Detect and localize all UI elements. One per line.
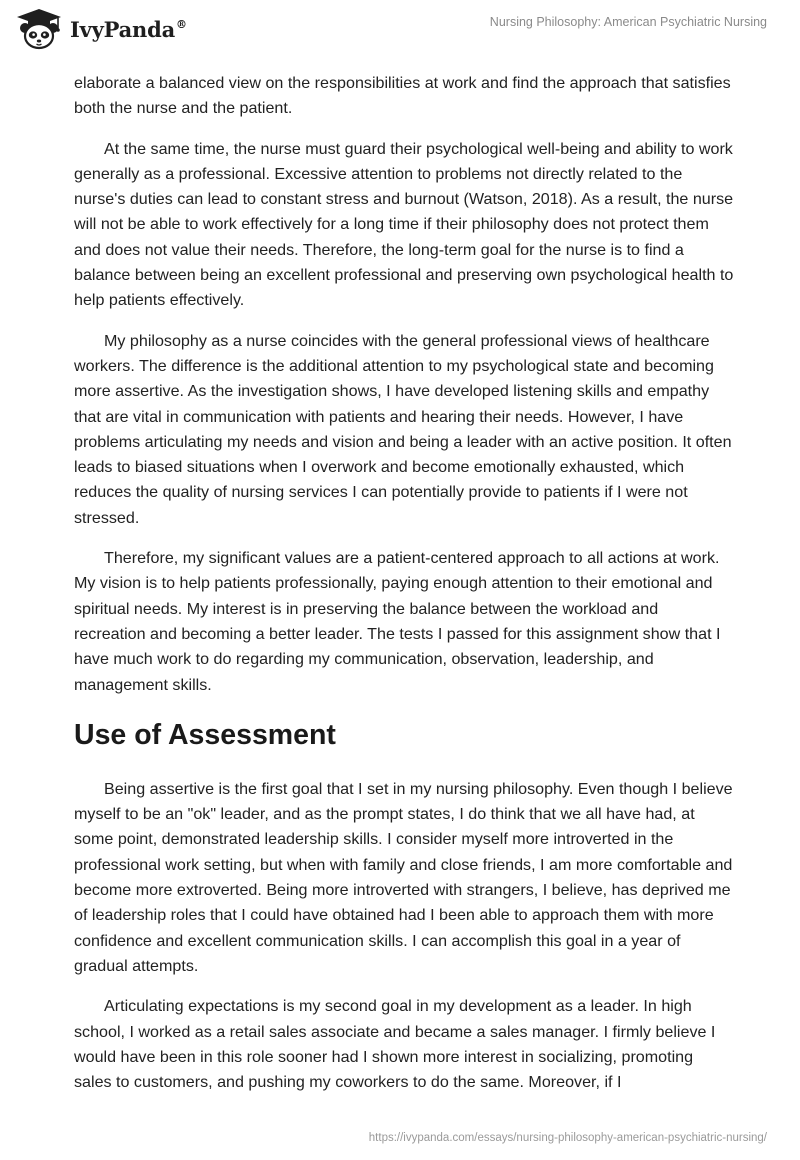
registered-mark: ® <box>176 17 187 31</box>
brand-name: IvyPanda® <box>70 16 187 42</box>
paragraph: Articulating expectations is my second goal in my development as a leader. In high school, I worked as a retail sales associate and became a sales manager. I firmly believe I would have been in this role sooner had I shown more interest in socializing, promoting sales to customers, and pushing my coworkers to do the same. Moreover, if I <box>74 997 716 1092</box>
section-heading: Use of Assessment <box>74 718 336 751</box>
paragraph: Being assertive is the first goal that I set in my nursing philosophy. Even though I believe myself to be an "ok" leader, and as the prompt states, I do think that we all have had, at some point, demonstrated leadership skills. I consider myself more introverted in the professional work setting, but when with family and close friends, I am more comfortable and become more extroverted. Being more introverted with strangers, I believe, has deprived me of leadership roles that I could have obtained had I been able to approach them with more confidence and excellent communication skills. I can accomplish this goal in a year of gradual attempts. <box>74 779 733 975</box>
brand-logo[interactable] <box>14 8 187 50</box>
essay-body <box>74 71 734 1110</box>
paragraph: Therefore, my significant values are a patient-centered approach to all actions at work. My vision is to help patients professionally, paying enough attention to their emotional and spiritual needs. My interest is in preserving the balance between the workload and recreation and becoming a better leader. The tests I passed for this assignment show that I have much work to do regarding my communication, observation, leadership, and management skills. <box>74 549 721 694</box>
paragraph: My philosophy as a nurse coincides with the general professional views of healthcare workers. The difference is the additional attention to my psychological state and becoming more assertive. As the investigation shows, I have developed listening skills and empathy that are vital in communication with patients and hearing their needs. However, I have problems articulating my needs and vision and being a leader with an active position. It often leads to biased situations when I overwork and become emotionally exhausted, which reduces the quality of nursing services I can potentially provide to patients if I were not stressed. <box>74 331 732 527</box>
panda-graduate-icon <box>14 8 64 50</box>
paragraph: elaborate a balanced view on the responsibilities at work and find the approach that satisfies both the nurse and the patient. <box>74 74 731 118</box>
document-title: Nursing Philosophy: American Psychiatric Nursing <box>489 15 767 29</box>
source-url[interactable]: https://ivypanda.com/essays/nursing-philosophy-american-psychiatric-nursing/ <box>368 1132 767 1144</box>
page-header <box>0 0 800 64</box>
paragraph: At the same time, the nurse must guard their psychological well-being and ability to work generally as a professional. Excessive attention to problems not directly related to the nurse's duties can lead to constant stress and burnout (Watson, 2018). As a result, the nurse will not be able to work effectively for a long time if their philosophy does not protect them and does not value their needs. Therefore, the long-term goal for the nurse is to find a balance between being an excellent professional and preserving own psychological health to help patients effectively. <box>74 139 734 310</box>
